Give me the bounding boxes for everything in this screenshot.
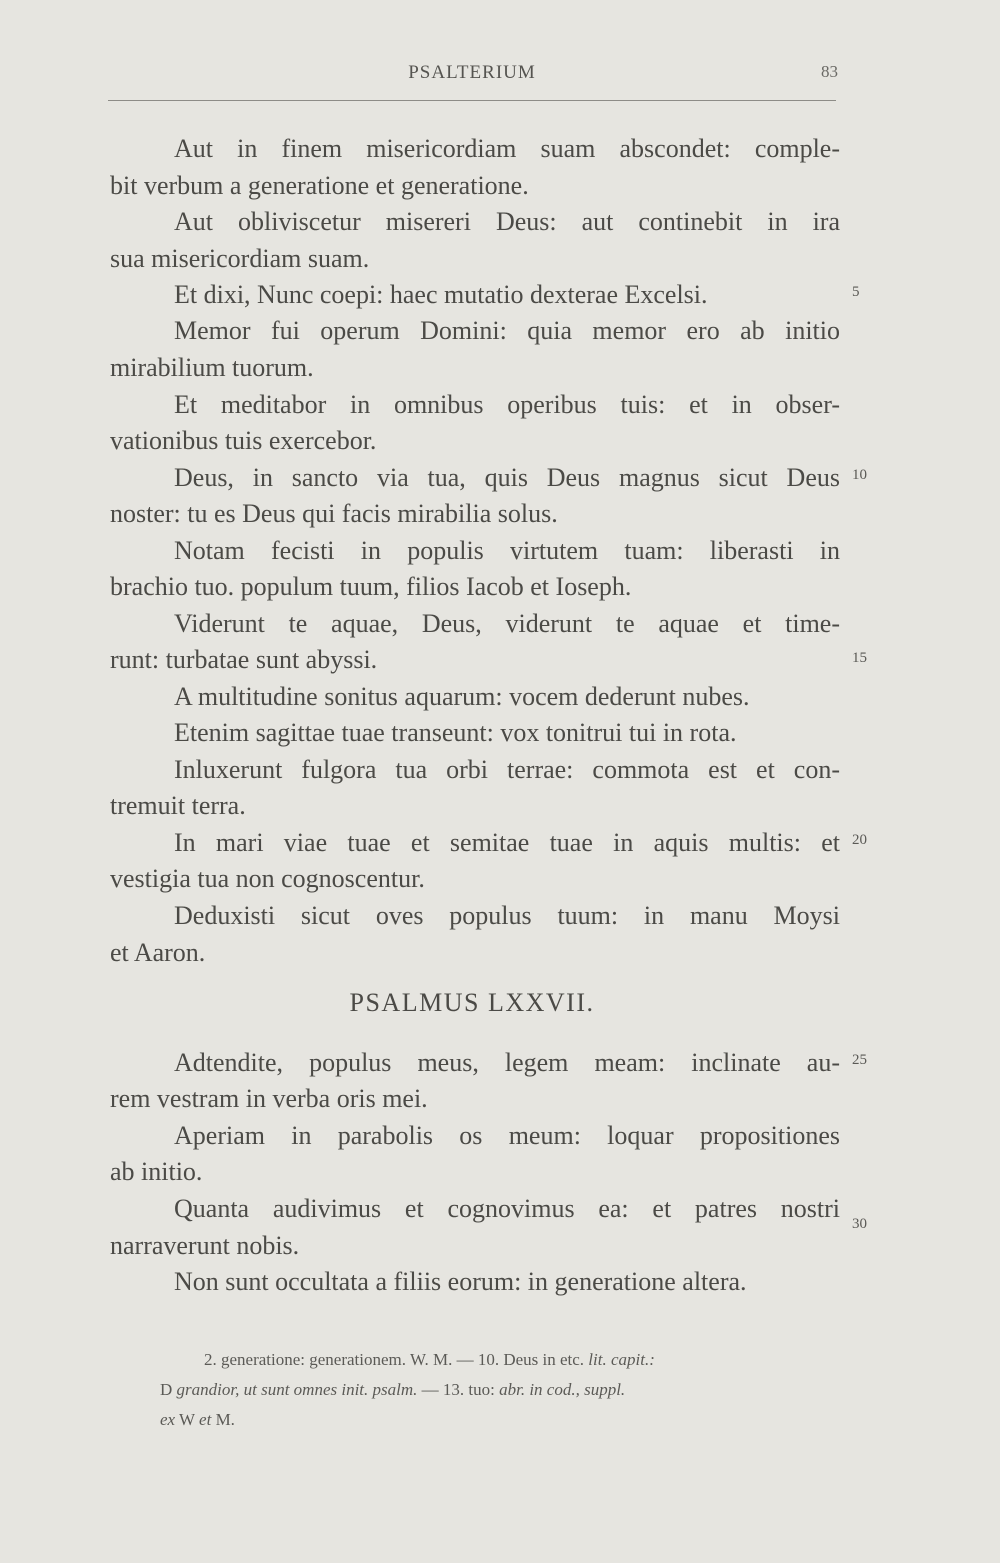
footnote-line	[160, 1408, 850, 1432]
footnote-text: D	[160, 1380, 177, 1399]
text-line: rem vestram in verba oris mei.	[110, 1084, 428, 1113]
margin-line-number: 20	[852, 832, 867, 848]
text-line: Memor fui operum Domini: quia memor ero ab initio	[174, 316, 840, 345]
text-line: A multitudine sonitus aquarum: vocem dederunt nubes.	[174, 682, 750, 711]
margin-line-number: 10	[852, 467, 867, 483]
text-line: mirabilium tuorum.	[110, 353, 314, 382]
footnote-italic: et	[199, 1410, 212, 1429]
text-line: bit verbum a generatione et generatione.	[110, 171, 529, 200]
text-line: narraverunt nobis.	[110, 1231, 300, 1260]
text-line: Quanta audivimus et cognovimus ea: et patres nostri	[174, 1194, 840, 1223]
text-line: Et dixi, Nunc coepi: haec mutatio dexterae Excelsi.	[174, 280, 708, 309]
footnote-italic: abr. in cod., suppl.	[499, 1380, 626, 1399]
text-line: vestigia tua non cognoscentur.	[110, 864, 425, 893]
text-line: runt: turbatae sunt abyssi.	[110, 645, 378, 674]
page-number: 83	[821, 62, 838, 81]
text-line: vationibus tuis exercebor.	[110, 426, 377, 455]
margin-line-number: 30	[852, 1216, 867, 1232]
margin-line-number: 5	[852, 284, 860, 300]
footnote-text: W	[175, 1410, 200, 1429]
footnote-italic: ex	[160, 1410, 176, 1429]
text-line: Non sunt occultata a filiis eorum: in generatione altera.	[174, 1267, 747, 1296]
header-rule	[108, 100, 836, 101]
text-line: In mari viae tuae et semitae tuae in aquis multis: et	[174, 828, 840, 857]
text-line: Deus, in sancto via tua, quis Deus magnus sicut Deus	[174, 463, 840, 492]
text-line: Aut in finem misericordiam suam abscondet: comple-	[174, 134, 840, 163]
footnote-text: — 13. tuo:	[417, 1380, 500, 1399]
text-line: Deduxisti sicut oves populus tuum: in manu Moysi	[174, 901, 840, 930]
text-line: brachio tuo. populum tuum, filios Iacob et Ioseph.	[110, 572, 632, 601]
text-line: Adtendite, populus meus, legem meam: inclinate au-	[174, 1048, 840, 1077]
text-line: Inluxerunt fulgora tua orbi terrae: commota est et con-	[174, 755, 840, 784]
footnote-text: M.	[211, 1410, 235, 1429]
footnote-line	[160, 1348, 850, 1372]
text-line: Aut obliviscetur misereri Deus: aut continebit in ira	[174, 207, 840, 236]
text-line: Notam fecisti in populis virtutem tuam: liberasti in	[174, 536, 840, 565]
footnote-line	[160, 1378, 850, 1402]
running-title: PSALTERIUM	[408, 62, 536, 83]
footnote-text: 2. generatione: generationem. W. M. — 10. Deus in etc.	[204, 1350, 589, 1369]
text-line: Aperiam in parabolis os meum: loquar propositiones	[174, 1121, 840, 1150]
margin-line-number: 15	[852, 650, 867, 666]
text-line: Viderunt te aquae, Deus, viderunt te aquae et time-	[174, 609, 840, 638]
text-line: Et meditabor in omnibus operibus tuis: et in obser-	[174, 390, 840, 419]
text-line: tremuit terra.	[110, 791, 246, 820]
text-line: sua misericordiam suam.	[110, 244, 370, 273]
psalm-heading: PSALMUS LXXVII.	[349, 988, 595, 1017]
margin-line-number: 25	[852, 1052, 867, 1068]
text-line: et Aaron.	[110, 938, 206, 967]
footnote-italic: grandior, ut sunt omnes init. psalm.	[176, 1380, 418, 1399]
footnote-italic: lit. capit.:	[588, 1350, 655, 1369]
text-line: Etenim sagittae tuae transeunt: vox tonitrui tui in rota.	[174, 718, 737, 747]
text-line: noster: tu es Deus qui facis mirabilia solus.	[110, 499, 558, 528]
text-line: ab initio.	[110, 1157, 203, 1186]
running-head	[108, 62, 836, 90]
